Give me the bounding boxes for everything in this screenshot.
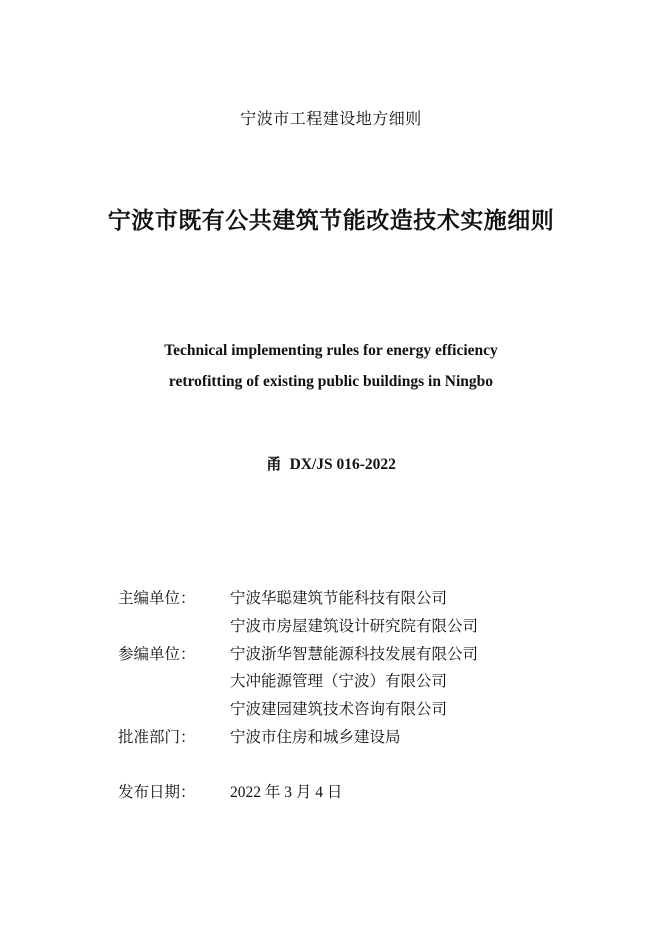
co-editor-unit: 宁波浙华智慧能源科技发展有限公司 (230, 645, 479, 663)
chief-editor-unit: 宁波市房屋建筑设计研究院有限公司 (230, 617, 479, 635)
release-date-label: 发布日期： (118, 783, 196, 801)
co-editor-unit: 大冲能源管理（宁波）有限公司 (230, 672, 448, 690)
english-title-line-2: retrofitting of existing public buildings in Ningbo (168, 373, 494, 390)
chief-editor-unit: 宁波华聪建筑节能科技有限公司 (230, 589, 448, 607)
standard-number-code: DX/JS 016-2022 (289, 456, 396, 473)
standard-number (0, 452, 662, 474)
co-editor-unit: 宁波建园建筑技术咨询有限公司 (230, 700, 448, 718)
co-editor-label: 参编单位： (118, 645, 196, 663)
standard-number-prefix: 甬 (266, 456, 282, 473)
english-title-line-1: Technical implementing rules for energy efficiency (164, 342, 498, 359)
approval-department-label: 批准部门： (118, 728, 196, 746)
document-title: 宁波市既有公共建筑节能改造技术实施细则 (107, 207, 555, 234)
series-title: 宁波市工程建设地方细则 (240, 109, 422, 128)
release-date-value: 2022 年 3 月 4 日 (230, 784, 343, 801)
chief-editor-label: 主编单位： (118, 589, 196, 607)
approval-department-value: 宁波市住房和城乡建设局 (230, 728, 401, 746)
